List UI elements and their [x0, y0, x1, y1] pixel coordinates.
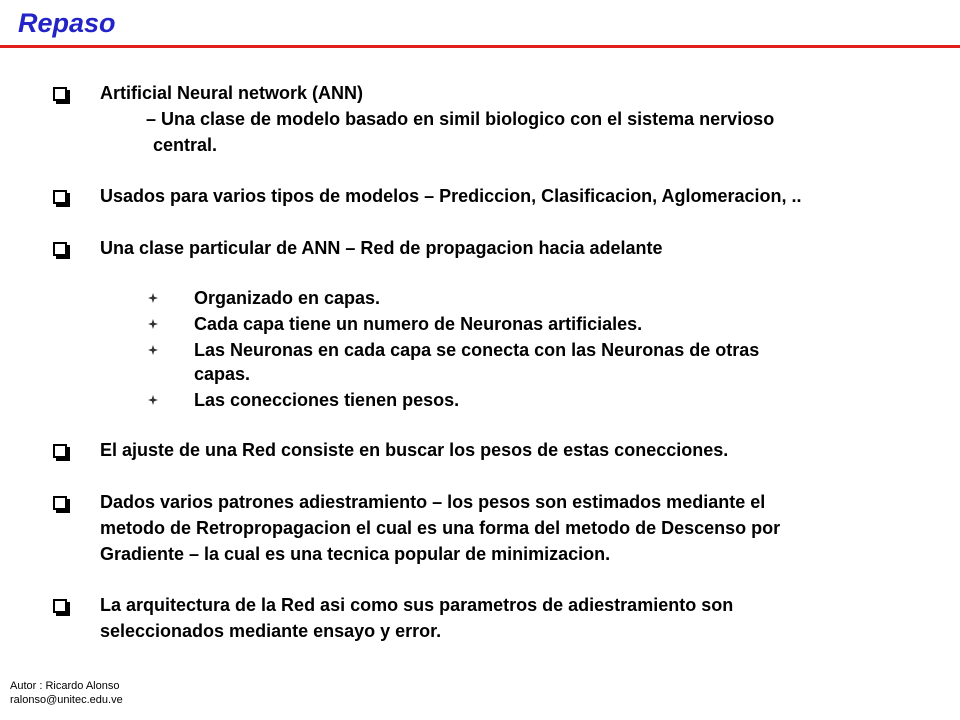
subitem-3-text: Las Neuronas en cada capa se conecta con las Neuronas de otras [194, 340, 760, 360]
bullet-1-text: Artificial Neural network (ANN) [100, 83, 364, 103]
checkbox-bullet-icon [53, 496, 67, 510]
bullet-1-subtext-cont: central. [153, 135, 218, 155]
checkbox-bullet-icon [53, 599, 67, 613]
diamond-bullet-icon [148, 345, 158, 355]
checkbox-bullet-icon [53, 87, 67, 101]
bullet-1-subtext: – Una clase de modelo basado en simil biologico con el sistema nervioso [146, 109, 775, 129]
bullet-2-text: Usados para varios tipos de modelos – Prediccion, Clasificacion, Aglomeracion, .. [100, 186, 802, 206]
diamond-bullet-icon [148, 395, 158, 405]
checkbox-bullet-icon [53, 444, 67, 458]
subitem-3-text-cont: capas. [194, 364, 251, 384]
subitem-2-text: Cada capa tiene un numero de Neuronas artificiales. [194, 314, 643, 334]
footer-author: Autor : Ricardo Alonso [10, 680, 120, 692]
bullet-6-text: La arquitectura de la Red asi como sus parametros de adiestramiento son [100, 595, 734, 615]
title-divider [0, 45, 960, 48]
bullet-4-text: El ajuste de una Red consiste en buscar los pesos de estas conecciones. [100, 440, 729, 460]
bullet-3-text: Una clase particular de ANN – Red de propagacion hacia adelante [100, 238, 663, 258]
bullet-5-text: Dados varios patrones adiestramiento – los pesos son estimados mediante el [100, 492, 766, 512]
subitem-1-text: Organizado en capas. [194, 288, 381, 308]
subitem-4-text: Las conecciones tienen pesos. [194, 390, 460, 410]
footer-email: ralonso@unitec.edu.ve [10, 694, 123, 706]
bullet-5-text-cont: Gradiente – la cual es una tecnica popular de minimizacion. [100, 544, 611, 564]
checkbox-bullet-icon [53, 242, 67, 256]
slide-title: Repaso [18, 8, 116, 38]
bullet-6-text-cont: seleccionados mediante ensayo y error. [100, 621, 442, 641]
bullet-5-text-cont: metodo de Retropropagacion el cual es una forma del metodo de Descenso por [100, 518, 781, 538]
checkbox-bullet-icon [53, 190, 67, 204]
diamond-bullet-icon [148, 293, 158, 303]
diamond-bullet-icon [148, 319, 158, 329]
